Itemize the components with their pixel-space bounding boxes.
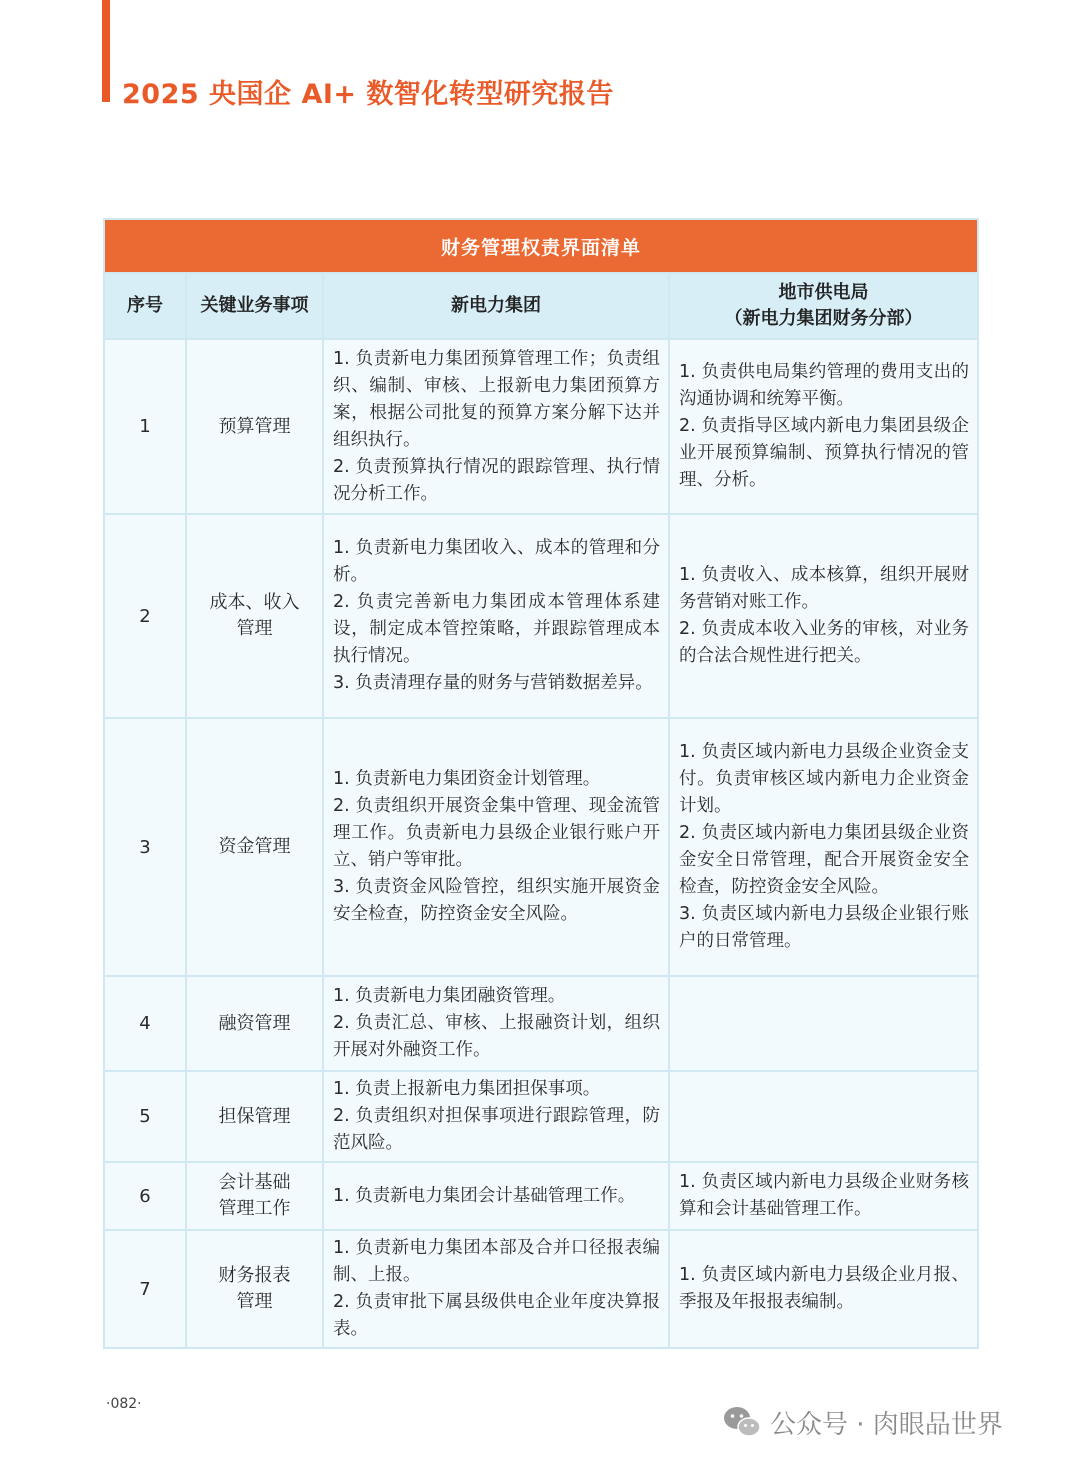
business-item [186,1071,323,1162]
local-responsibility [669,718,978,976]
business-item-line: 管理工作 [218,1198,291,1219]
business-item-line: 担保管理 [218,1105,291,1127]
responsibility-item: 1. 负责区域内新电力县级企业资金支付。负责审核区域内新电力企业资金计划。 [679,742,970,816]
header-accent-bar [102,0,110,102]
responsibility-item: 1. 负责供电局集约管理的费用支出的沟通协调和统筹平衡。 [679,362,970,409]
table-row [104,1230,978,1348]
business-item [186,1162,323,1230]
local-responsibility [669,1162,978,1230]
responsibility-item: 2. 负责完善新电力集团成本管理体系建设，制定成本管控策略，并跟踪管理成本执行情况。 [333,592,660,666]
responsibility-item: 1. 负责新电力集团会计基础管理工作。 [333,1185,636,1206]
business-item-line: 财务报表 [218,1265,291,1286]
responsibility-item: 1. 负责新电力集团资金计划管理。 [333,769,601,789]
column-header-local [669,273,978,339]
responsibility-item: 1. 负责区域内新电力县级企业财务核算和会计基础管理工作。 [679,1172,970,1219]
local-responsibility [669,339,978,514]
responsibility-item: 2. 负责审批下属县级供电企业年度决算报表。 [333,1292,660,1339]
local-responsibility [669,976,978,1071]
business-item [186,1230,323,1348]
table-row [104,514,978,718]
table-row [104,718,978,976]
table-row [104,339,978,514]
row-number: 1 [104,339,186,514]
business-item-line: 预算管理 [218,415,291,437]
responsibility-item: 1. 负责新电力集团融资管理。 [333,986,566,1006]
row-number: 5 [104,1071,186,1162]
responsibility-item: 2. 负责组织对担保事项进行跟踪管理，防范风险。 [333,1106,660,1153]
row-number: 7 [104,1230,186,1348]
report-title: 2025 央国企 AI+ 数智化转型研究报告 [122,79,614,110]
row-number: 6 [104,1162,186,1230]
responsibility-item: 1. 负责新电力集团预算管理工作；负责组织、编制、审核、上报新电力集团预算方案，根据公司批复的预算方案分解下达并组织执行。 [333,348,660,450]
wechat-icon [722,1404,762,1440]
group-responsibility [323,718,669,976]
watermark-text: 公众号 · 肉眼品世界 [770,1409,1003,1440]
business-item [186,514,323,718]
table-header-row [104,273,978,339]
local-responsibility [669,1230,978,1348]
business-item-line: 管理 [236,618,273,639]
responsibility-item: 3. 负责区域内新电力县级企业银行账户的日常管理。 [679,904,970,951]
business-item-line: 资金管理 [218,836,291,857]
responsibility-item: 2. 负责预算执行情况的跟踪管理、执行情况分析工作。 [333,456,660,504]
column-header-item: 关键业务事项 [186,273,323,339]
group-responsibility [323,1071,669,1162]
responsibility-item: 2. 负责汇总、审核、上报融资计划，组织开展对外融资工作。 [333,1013,660,1060]
business-item [186,718,323,976]
group-responsibility [323,514,669,718]
group-responsibility [323,1230,669,1348]
row-number: 4 [104,976,186,1071]
table-title-row [104,219,978,273]
responsibility-item: 2. 负责组织开展资金集中管理、现金流管理工作。负责新电力县级企业银行账户开立、销户等审批。 [333,796,660,870]
column-header-local-line1: 地市供电局 [778,282,869,303]
column-header-group: 新电力集团 [323,273,669,339]
group-responsibility [323,1162,669,1230]
local-responsibility [669,514,978,718]
business-item-line: 管理 [236,1291,273,1312]
table-title: 财务管理权责界面清单 [104,219,978,273]
table-row [104,1162,978,1230]
business-item [186,339,323,514]
responsibility-item: 1. 负责上报新电力集团担保事项。 [333,1079,601,1099]
business-item-line: 会计基础 [218,1172,291,1193]
group-responsibility [323,976,669,1071]
watermark [722,1402,1003,1442]
responsibility-item: 1. 负责新电力集团收入、成本的管理和分析。 [333,538,660,585]
group-responsibility [323,339,669,514]
business-item-line: 融资管理 [218,1012,291,1034]
responsibility-item: 3. 负责清理存量的财务与营销数据差异。 [333,673,653,693]
responsibility-item: 1. 负责区域内新电力县级企业月报、季报及年报报表编制。 [679,1265,970,1312]
local-responsibility [669,1071,978,1162]
responsibility-table [103,218,979,1349]
responsibility-item: 3. 负责资金风险管控，组织实施开展资金安全检查，防控资金安全风险。 [333,877,660,924]
responsibility-item: 2. 负责指导区域内新电力集团县级企业开展预算编制、预算执行情况的管理、分析。 [679,416,970,490]
responsibility-item: 1. 负责收入、成本核算，组织开展财务营销对账工作。 [679,565,970,612]
column-header-local-line2: （新电力集团财务分部） [724,308,923,329]
business-item-line: 成本、收入 [209,592,300,613]
column-header-no: 序号 [104,273,186,339]
responsibility-item: 2. 负责成本收入业务的审核，对业务的合法合规性进行把关。 [679,619,970,666]
business-item [186,976,323,1071]
row-number: 2 [104,514,186,718]
row-number: 3 [104,718,186,976]
responsibility-item: 2. 负责区域内新电力集团县级企业资金安全日常管理，配合开展资金安全检查，防控资金安全风险。 [679,823,970,897]
responsibility-item: 1. 负责新电力集团本部及合并口径报表编制、上报。 [333,1238,660,1285]
page-number: ·082· [106,1396,142,1412]
table-row [104,976,978,1071]
table-row [104,1071,978,1162]
